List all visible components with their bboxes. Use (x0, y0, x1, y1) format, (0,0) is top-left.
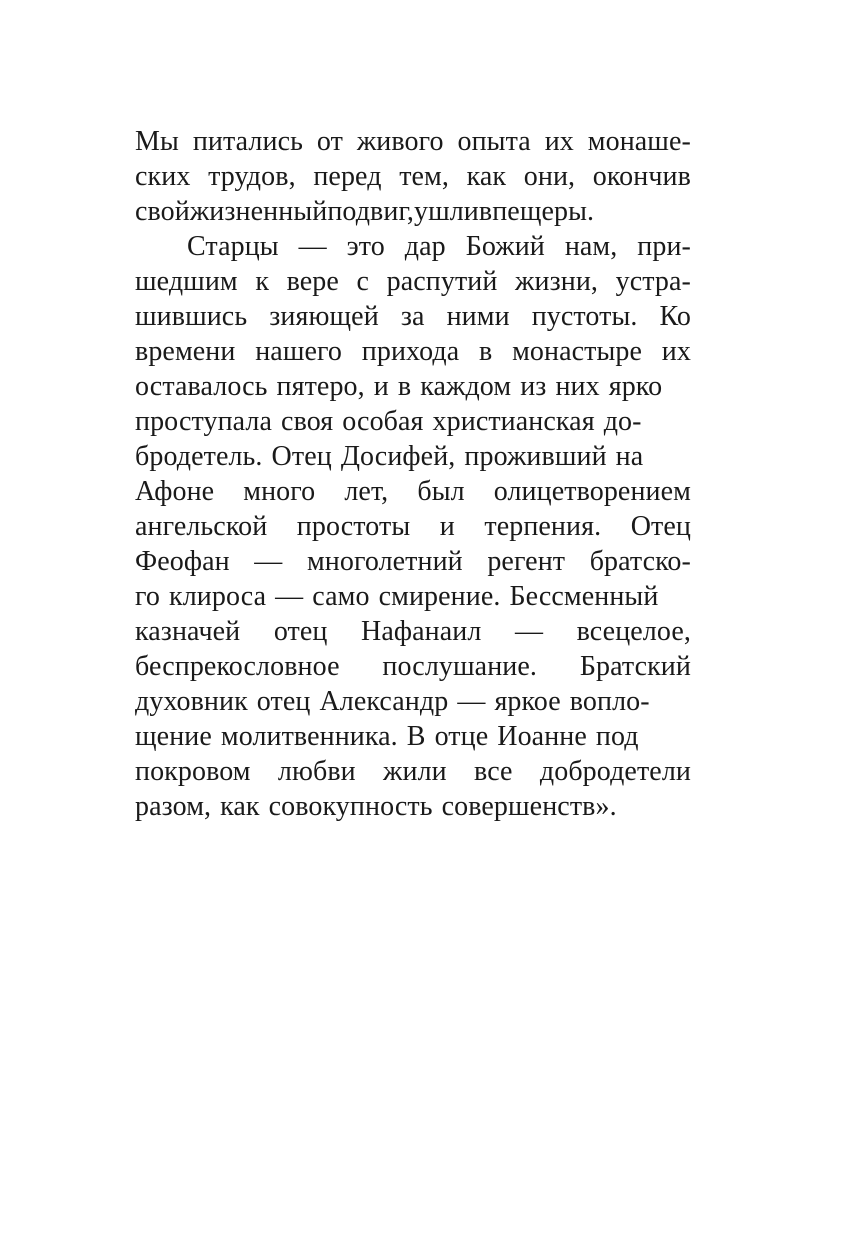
word: покровом (135, 756, 251, 787)
word: распутий (386, 266, 498, 297)
word: отец (273, 616, 328, 647)
word: — (275, 581, 304, 612)
word: Божий (465, 231, 545, 262)
word: клироса (169, 581, 267, 612)
word: проживший (464, 441, 607, 472)
word: регент (487, 546, 566, 577)
word: Досифей, (340, 441, 456, 472)
word: от (316, 126, 343, 157)
word: питались (192, 126, 303, 157)
word: добродетели (539, 756, 691, 787)
word: в (478, 196, 493, 227)
word: Александр (319, 686, 449, 717)
word: Феофан (135, 546, 230, 577)
word: до- (603, 406, 642, 437)
word: пятеро, (276, 371, 365, 402)
word: с (356, 266, 370, 297)
word: братско- (589, 546, 691, 577)
word: жизненный (189, 196, 328, 227)
word: простоты (296, 511, 411, 542)
word: перед (313, 161, 382, 192)
text-line (135, 194, 691, 229)
word: Отец (271, 441, 332, 472)
word: шившись (135, 301, 248, 332)
text-line (135, 509, 691, 544)
word: проступала (135, 406, 273, 437)
word: окончив (592, 161, 691, 192)
word: лет, (344, 476, 389, 507)
paragraph-1 (135, 124, 691, 229)
word: трудов, (208, 161, 296, 192)
word: — (254, 546, 283, 577)
word: христианская (432, 406, 595, 437)
word: при- (637, 231, 691, 262)
word: оставалось (135, 371, 268, 402)
text-line (135, 124, 691, 159)
word: бродетель. (135, 441, 263, 472)
word: послушание. (382, 651, 537, 682)
word: нашего (255, 336, 343, 367)
word: своя (281, 406, 334, 437)
text-line (135, 439, 691, 474)
word: за (400, 301, 425, 332)
word: был (417, 476, 465, 507)
text-line (135, 544, 691, 579)
word: пещеры. (492, 196, 595, 227)
word: зияющей (269, 301, 379, 332)
word: Старцы (187, 231, 279, 262)
word: — (298, 231, 327, 262)
word: отец (256, 686, 311, 717)
body-text-block (135, 124, 691, 824)
word: ними (446, 301, 510, 332)
word: Нафанаил (361, 616, 482, 647)
text-line (135, 579, 691, 614)
word: молитвенника. (220, 721, 398, 752)
word: го (135, 581, 160, 612)
word: всецелое, (576, 616, 691, 647)
word: под (595, 721, 639, 752)
word: олицетворением (493, 476, 691, 507)
word: это (346, 231, 385, 262)
word: Мы (135, 126, 179, 157)
word: как (466, 161, 507, 192)
word: подвиг, (327, 196, 414, 227)
word: в (479, 336, 493, 367)
text-line (135, 404, 691, 439)
word: духовник (135, 686, 248, 717)
word: смирение. (378, 581, 501, 612)
word: совокупность (268, 791, 433, 822)
word: Ко (659, 301, 691, 332)
word: терпения. (484, 511, 602, 542)
word: монастыре (512, 336, 643, 367)
word: шедшим (135, 266, 238, 297)
word: все (474, 756, 513, 787)
word: вопло- (569, 686, 650, 717)
word: ских (135, 161, 191, 192)
word: живого (356, 126, 444, 157)
text-line (135, 299, 691, 334)
text-line (135, 649, 691, 684)
word: отце (434, 721, 489, 752)
text-line (135, 684, 691, 719)
word: само (312, 581, 370, 612)
word: свой (135, 196, 190, 227)
word: пустоты. (531, 301, 638, 332)
text-line (135, 789, 691, 824)
text-line (135, 614, 691, 649)
word: яркое (494, 686, 561, 717)
word: каждом (420, 371, 512, 402)
word: щение (135, 721, 212, 752)
word: дар (404, 231, 446, 262)
text-line (135, 719, 691, 754)
word: ушли (413, 196, 479, 227)
word: на (615, 441, 644, 472)
word: особая (342, 406, 424, 437)
word: времени (135, 336, 236, 367)
word: нам, (564, 231, 618, 262)
text-line (135, 264, 691, 299)
text-line (135, 474, 691, 509)
word: В (406, 721, 426, 752)
word: — (457, 686, 486, 717)
word: ярко (608, 371, 663, 402)
word: много (243, 476, 316, 507)
word: в (397, 371, 412, 402)
word: к (255, 266, 270, 297)
word: жили (383, 756, 447, 787)
word: Иоанне (497, 721, 587, 752)
word: прихода (361, 336, 460, 367)
word: Братский (579, 651, 691, 682)
word: монаше- (587, 126, 691, 157)
word: любви (277, 756, 356, 787)
text-line (135, 754, 691, 789)
text-line (135, 369, 691, 404)
word: разом, (135, 791, 212, 822)
word: и (373, 371, 389, 402)
word: — (514, 616, 544, 647)
word: их (544, 126, 574, 157)
word: Бессменный (509, 581, 659, 612)
word: Афоне (135, 476, 215, 507)
word: их (661, 336, 691, 367)
word: опыта (457, 126, 531, 157)
word: многолетний (306, 546, 463, 577)
word: вере (286, 266, 339, 297)
paragraph-2 (135, 229, 691, 824)
word: казначей (135, 616, 241, 647)
word: совершенств». (441, 791, 617, 822)
word: они, (523, 161, 576, 192)
word: Отец (630, 511, 691, 542)
word: ангельской (135, 511, 268, 542)
text-line (135, 334, 691, 369)
word: устра- (615, 266, 691, 297)
text-line (135, 229, 691, 264)
text-line (135, 159, 691, 194)
word: из (520, 371, 547, 402)
word: беспрекословное (135, 651, 340, 682)
word: тем, (399, 161, 449, 192)
word: и (439, 511, 455, 542)
word: как (220, 791, 260, 822)
word: них (555, 371, 600, 402)
word: жизни, (515, 266, 599, 297)
